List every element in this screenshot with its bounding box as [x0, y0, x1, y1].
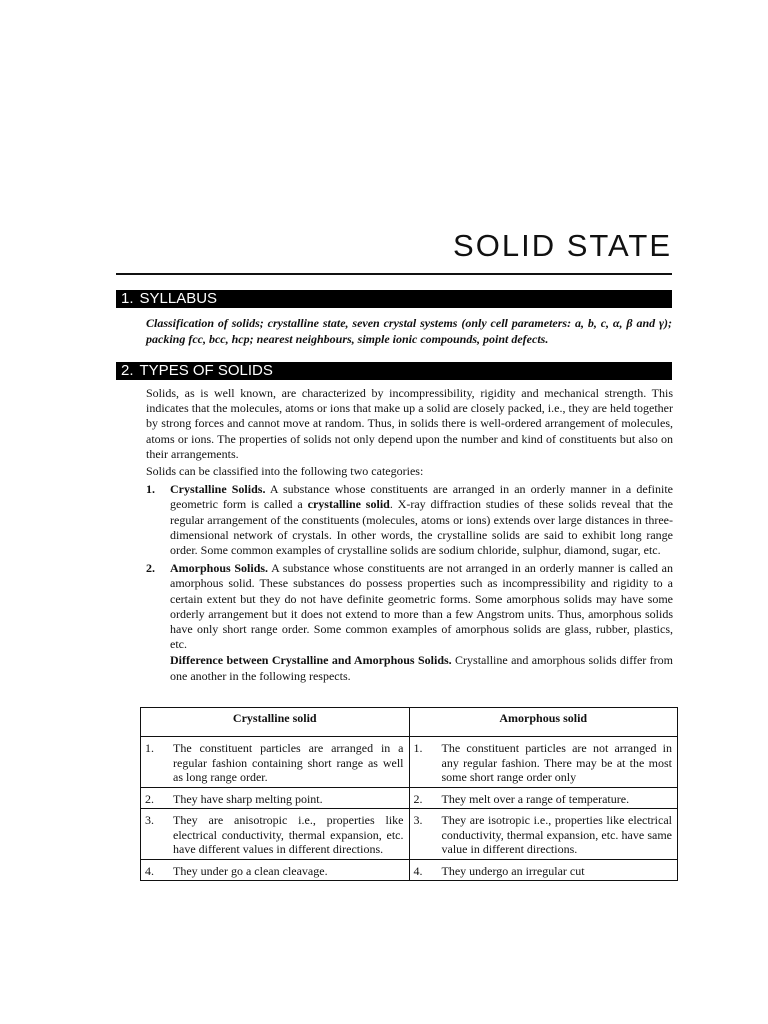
row-number: 2. [145, 791, 154, 806]
syllabus-text: Classification of solids; crystalline state, seven crystal systems (only cell parameters: a, b, c, α, β and γ); packing fcc, bcc, hcp; nearest neighbours, simple ionic compounds, point defects. [146, 316, 672, 346]
crystalline-text-b: . X-ray diffraction studies of these solids reveal that the regular arrangement of the constituents (molecules, atoms or ions) extends over large distances in three-dimensional network of crystals. In other words, the crystalline solids are said to exhibit long range order. Some common examples of crystalline solids are sodium chloride, sulphur, diamond, sugar, etc. [170, 497, 673, 558]
section-number: 1. [121, 290, 134, 307]
row-number: 3. [413, 813, 423, 827]
section-heading-types [116, 362, 672, 380]
amorphous-text: A substance whose constituents are not arranged in an orderly manner is called an amorphous solid. These substances do possess properties such as incompressibility and rigidity to a certain extent but they do not have definite geometric forms. Some amorphous solids may have some orderly arrangement but it does not extend to more than a few Angstrom units. Thus, amorphous solids have only short range order. Some common examples of amorphous solids are glass, rubber, plastics, etc. [170, 561, 673, 652]
list-item-crystalline [146, 482, 673, 558]
section-heading-syllabus [116, 290, 672, 308]
comparison-table [140, 707, 678, 881]
list-number: 2. [146, 561, 155, 576]
cell-text: They melt over a range of temperature. [441, 791, 630, 806]
title-rule [116, 273, 672, 275]
row-number: 1. [413, 741, 423, 755]
row-number: 4. [145, 863, 154, 878]
page-title: SOLID STATE [453, 228, 672, 263]
term-crystalline-solid: crystalline solid [307, 497, 390, 512]
row-number: 3. [145, 813, 154, 827]
difference-text: Crystalline and amorphous solids differ from one another in the following respects. [170, 653, 674, 683]
column-header: Crystalline solid [141, 708, 410, 737]
table-row [141, 787, 678, 809]
cell-text: They have sharp melting point. [173, 791, 323, 806]
table-row [141, 737, 678, 788]
crystalline-text-a: A substance whose constituents are arranged in an orderly manner in a definite geometric form is called a [170, 482, 673, 512]
row-number: 1. [145, 741, 154, 755]
cell-text: They undergo an irregular cut [441, 863, 585, 878]
categories-intro: Solids can be classified into the following two categories: [146, 464, 424, 479]
cell-text: The constituent particles are arranged in a regular fashion containing short range as well as long range order. [173, 741, 404, 784]
types-body [146, 386, 673, 684]
cell-text: They under go a clean cleavage. [173, 863, 328, 878]
difference-heading: Difference between Crystalline and Amorphous Solids. [170, 653, 452, 668]
section-number: 2. [121, 362, 134, 379]
intro-paragraph: Solids, as is well known, are characterized by incompressibility, rigidity and mechanical strength. This indicates that the molecules, atoms or ions that make up a solid are closely packed, i.e., they are held together by strong forces and cannot move at random. Thus, in solids there is well-ordered arrangement of molecules, atoms or ions. The properties of solids not only depend upon the number and kind of constituents but also on their arrangements. [146, 386, 673, 461]
table-row [141, 859, 678, 881]
list-number: 1. [146, 482, 155, 497]
row-number: 4. [413, 863, 423, 878]
cell-text: They are isotropic i.e., properties like electrical conductivity, thermal expansion, etc. have same value in different directions. [441, 813, 672, 856]
section-title: SYLLABUS [139, 290, 218, 307]
column-header: Amorphous solid [409, 708, 678, 737]
term-amorphous: Amorphous Solids. [170, 561, 269, 576]
cell-text: They are anisotropic i.e., properties like electrical conductivity, thermal expansion, etc. have different values in different directions. [173, 813, 404, 856]
list-item-amorphous [146, 561, 673, 684]
cell-text: The constituent particles are not arranged in any regular fashion. There may be at the most some short range order only [441, 741, 672, 784]
section-title: TYPES OF SOLIDS [139, 362, 273, 379]
table-header-row [141, 708, 678, 737]
table-row [141, 809, 678, 860]
row-number: 2. [413, 791, 423, 806]
term-crystalline: Crystalline Solids. [170, 482, 266, 497]
